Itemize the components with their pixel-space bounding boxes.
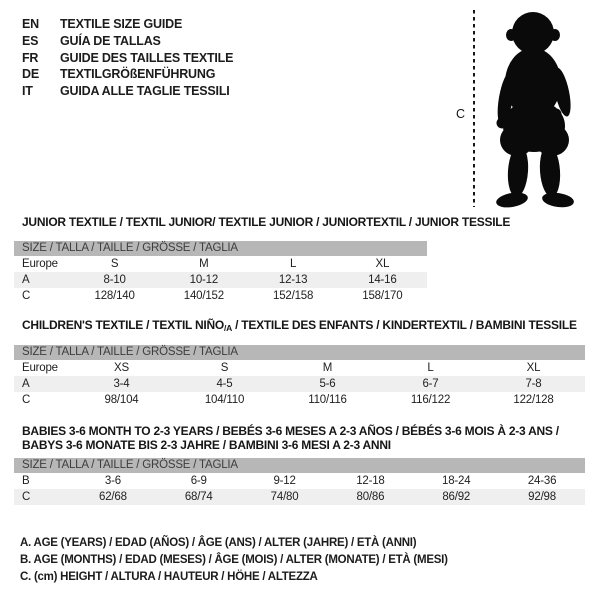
table-cell: 158/170 xyxy=(362,290,403,302)
row-label: C xyxy=(22,290,31,302)
table-cell: 24-36 xyxy=(527,475,557,487)
table-cell: 110/116 xyxy=(308,394,347,406)
section-title-children xyxy=(22,319,577,336)
language-row-it xyxy=(22,83,233,100)
table-cell: 14-16 xyxy=(368,274,397,286)
language-code: FR xyxy=(22,50,39,65)
table-cell: 122/128 xyxy=(513,394,554,406)
table-cell: 104/110 xyxy=(204,394,245,406)
table-cell: 80/86 xyxy=(356,491,385,503)
table-cell: 5-6 xyxy=(319,378,336,390)
title-text: CHILDREN'S TEXTILE / TEXTIL NIÑO xyxy=(22,318,224,332)
language-row-fr xyxy=(22,50,233,67)
title-text: / TEXTILE DES ENFANTS / KINDERTEXTIL / BAMBINI TESSILE xyxy=(231,318,577,332)
table-cell: 74/80 xyxy=(270,491,299,503)
table-row-age xyxy=(14,272,427,288)
footnote-height: C. (cm) HEIGHT / ALTURA / HAUTEUR / HÖHE / ALTEZZA xyxy=(20,571,318,583)
language-list xyxy=(22,16,233,100)
table-cell: 152/158 xyxy=(273,290,314,302)
table-header-row xyxy=(14,458,585,473)
language-code: ES xyxy=(22,33,39,48)
table-header: SIZE / TALLA / TAILLE / GRÖSSE / TAGLIA xyxy=(14,241,427,256)
table-cell: 86/92 xyxy=(442,491,471,503)
junior-size-table xyxy=(14,241,427,304)
table-cell: 12-18 xyxy=(356,475,385,487)
row-label: C xyxy=(22,491,31,503)
height-dashed-line xyxy=(473,10,475,207)
table-cell: 9-12 xyxy=(273,475,296,487)
table-header-row xyxy=(14,345,585,360)
language-text: GUÍA DE TALLAS xyxy=(60,33,161,48)
table-cell: 62/68 xyxy=(99,491,127,503)
table-row-height xyxy=(14,288,427,304)
children-size-table xyxy=(14,345,585,408)
row-label: B xyxy=(22,475,30,487)
table-row-age xyxy=(14,376,585,392)
table-cell: XS xyxy=(114,362,129,374)
toddler-silhouette-icon xyxy=(486,8,584,210)
table-header: SIZE / TALLA / TAILLE / GRÖSSE / TAGLIA xyxy=(14,458,585,473)
table-cell: 12-13 xyxy=(278,274,308,286)
language-row-de xyxy=(22,66,233,83)
section-title-junior: JUNIOR TEXTILE / TEXTIL JUNIOR/ TEXTILE JUNIOR / JUNIORTEXTIL / JUNIOR TESSILE xyxy=(22,215,511,229)
table-cell: 8-10 xyxy=(103,274,126,286)
table-row-age-months xyxy=(14,473,585,489)
row-label: A xyxy=(22,378,30,390)
table-cell: 3-4 xyxy=(113,378,130,390)
table-header-row xyxy=(14,241,427,256)
table-row-height xyxy=(14,392,585,408)
table-header: SIZE / TALLA / TAILLE / GRÖSSE / TAGLIA xyxy=(14,345,585,360)
table-row-europe xyxy=(14,360,585,376)
table-cell: XL xyxy=(526,362,541,374)
row-label: C xyxy=(22,394,31,406)
table-cell: 68/74 xyxy=(184,491,213,503)
table-cell: 116/122 xyxy=(410,394,451,406)
table-cell: 128/140 xyxy=(94,290,135,302)
language-text: GUIDE DES TAILLES TEXTILE xyxy=(60,50,234,65)
table-cell: S xyxy=(110,258,119,270)
section-title-babies: BABIES 3-6 MONTH TO 2-3 YEARS / BEBÉS 3-6 MESES A 2-3 AÑOS / BÉBÉS 3-6 MOIS À 2-3 ANS / BABYS 3-6 MONATE BIS 2-3 JAHRE / BAMBINI 3-6 MESI A 2-3 ANNI xyxy=(22,424,559,452)
table-row-europe xyxy=(14,256,427,272)
table-cell: 92/98 xyxy=(528,491,556,503)
table-cell: XL xyxy=(375,258,390,270)
table-cell: 18-24 xyxy=(442,475,471,487)
language-code: EN xyxy=(22,17,39,31)
table-cell: 98/104 xyxy=(104,394,139,406)
row-label: Europe xyxy=(22,362,58,374)
row-label: Europe xyxy=(22,258,58,270)
babies-size-table xyxy=(14,458,585,505)
table-row-height xyxy=(14,489,585,505)
language-row-en xyxy=(22,16,233,33)
title-subscript: /A xyxy=(223,323,232,333)
row-label: A xyxy=(22,274,30,286)
language-text: TEXTILGRÖßENFÜHRUNG xyxy=(60,67,216,82)
table-cell: S xyxy=(220,362,229,374)
table-cell: 10-12 xyxy=(189,274,219,286)
language-code: IT xyxy=(22,84,33,99)
footnote-age-years: A. AGE (YEARS) / EDAD (AÑOS) / ÂGE (ANS) / ALTER (JAHRE) / ETÀ (ANNI) xyxy=(20,537,417,549)
table-cell: 6-9 xyxy=(190,475,207,487)
table-cell: L xyxy=(290,258,297,270)
language-code: DE xyxy=(22,67,39,82)
table-cell: 7-8 xyxy=(525,378,542,390)
table-cell: M xyxy=(322,362,333,374)
table-cell: 4-5 xyxy=(216,378,233,390)
table-cell: L xyxy=(427,362,434,374)
language-text: TEXTILE SIZE GUIDE xyxy=(60,17,183,31)
table-cell: 3-6 xyxy=(104,475,121,487)
table-cell: 6-7 xyxy=(422,378,439,390)
footnote-age-months: B. AGE (MONTHS) / EDAD (MESES) / ÂGE (MOIS) / ALTER (MONATE) / ETÀ (MESI) xyxy=(20,554,448,566)
footnotes xyxy=(20,535,448,586)
language-text: GUIDA ALLE TAGLIE TESSILI xyxy=(60,84,230,99)
height-measure-label: C xyxy=(456,107,465,121)
language-row-es xyxy=(22,33,233,50)
table-cell: M xyxy=(199,258,209,270)
table-cell: 140/152 xyxy=(183,290,224,302)
